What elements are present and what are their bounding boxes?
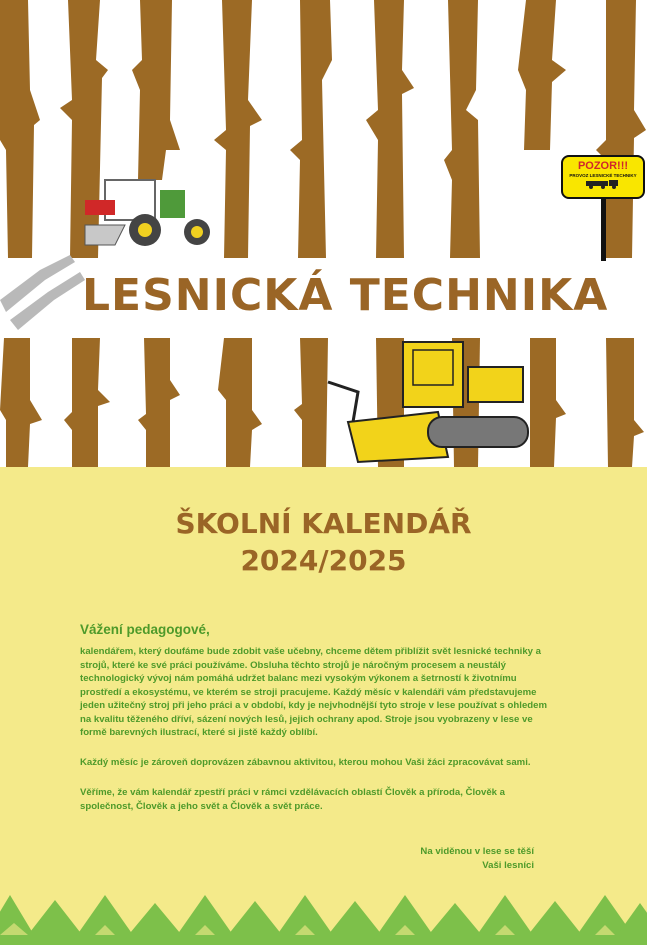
letter-paragraph-1: kalendářem, který doufáme bude zdobit vaše učebny, chceme dětem přiblížit svět lesnické techniky a strojů, které ke své práci používáme. Obsluha těchto strojů je náročným procesem a neustálý technologický vývoj nám pomáhá udržet balanc mezi vysokým výkonem a šetrností k životnímu prostředí a ekosystému, ve kterém se stroji pracujeme. Každý měsíc v kalendáři vám představujeme jeden užitečný stroj při jeho práci a v období, kdy je nejvhodnější tyto stroje v lese používat s ohledem na kvalitu těženého dříví, sázení nových lesů, jejich ochrany apod. Stroje jsou vyobrazeny v lese ve formě barevných ilustrací, které si jistě každý oblíbí. (80, 646, 548, 738)
tractor-icon (85, 180, 210, 246)
page-title: LESNICKÁ TECHNIKA (82, 270, 609, 321)
spruce-tree-icon (0, 895, 647, 945)
warning-sign-icon (561, 155, 645, 199)
truck-icon (586, 179, 620, 189)
calendar-year: 2024/2025 (240, 544, 407, 577)
letter-paragraph-3: Věříme, že vám kalendář zpestří práci v rámci vzdělávacích oblastí Člověk a příroda, Člověk a společnost, Člověk a jeho svět a Člověk a svět práce. (80, 787, 505, 812)
sign-subtext: PROVOZ LESNICKÉ TECHNIKY (569, 173, 637, 178)
sign-warning-text: POZOR!!! (577, 160, 629, 172)
letter-paragraph-2: Každý měsíc je zároveň doprovázen zábavnou aktivitou, kterou mohou Vaši žáci zpracovávat sami. (80, 757, 531, 768)
calendar-title-line1: ŠKOLNÍ KALENDÁŘ (175, 507, 472, 540)
letter-signoff: Na viděnou v lese se těší (420, 846, 534, 857)
calendar-title (0, 505, 647, 579)
spruce-tree-row (0, 895, 647, 945)
letter-greeting: Vážení pedagogové, (80, 622, 210, 637)
letter-signature: Vaši lesníci (482, 860, 534, 871)
forest-illustration (0, 0, 647, 470)
sign-post (601, 199, 606, 261)
forestry-mulcher-icon (328, 342, 528, 462)
warning-sign (561, 155, 647, 265)
tire-track-icon (0, 255, 85, 330)
